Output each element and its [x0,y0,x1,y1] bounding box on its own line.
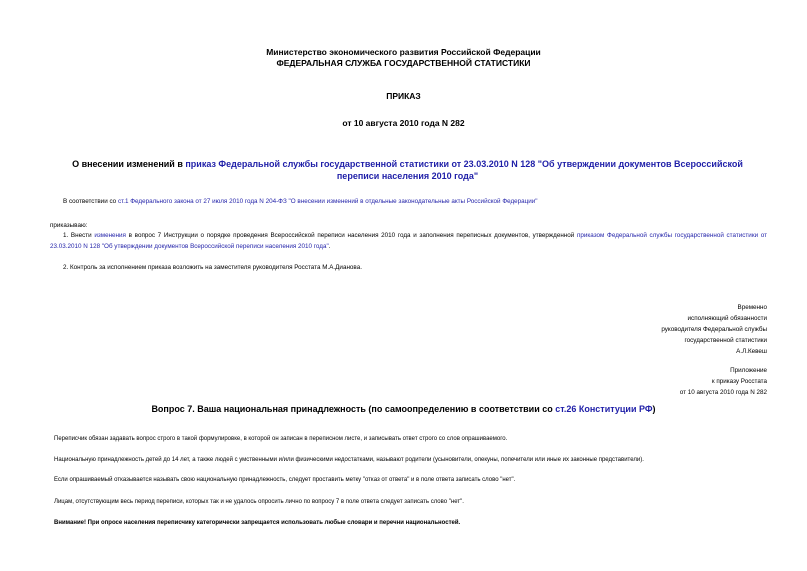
service-name: ФЕДЕРАЛЬНАЯ СЛУЖБА ГОСУДАРСТВЕННОЙ СТАТИСТИКИ [276,58,531,68]
order-128-link[interactable]: приказом Федеральной службы государственной статистики от 23.03.2010 N 128 "Об утверждении документов Всероссийской переписи населения 2010 года" [50,232,768,250]
constitution-link[interactable]: ст.26 Конституции РФ [555,404,653,414]
instruction-paragraph: Лицам, отсутствующим весь период переписи, которых так и не удалось опросить лично по вопросу 7 в поле ответа следует записать слово "нет". [54,499,464,505]
order-word: приказываю: [50,222,88,229]
basis-prefix: В соответствии со [63,198,118,205]
changes-link[interactable]: изменения [94,232,126,239]
question-suffix: ) [652,404,656,414]
order-item-1 [50,230,767,252]
signature-line: государственной статистики [684,337,767,344]
warning-paragraph: Внимание! При опросе населения переписчику категорически запрещается использовать любые словари и перечни национальностей. [54,520,461,526]
item1-part2: в вопрос 7 Инструкции о порядке проведения Всероссийской переписи населения 2010 года и заполнения переписных документов, утвержденной [125,232,577,239]
document-date: от 10 августа 2010 года N 282 [342,118,465,128]
document-subject [50,158,765,182]
question-prefix: Вопрос 7. Ваша национальная принадлежность (по самоопределению в соответствии со [151,404,556,414]
basis-paragraph [63,196,538,207]
subject-order-link[interactable]: приказ Федеральной службы государственной статистики от 23.03.2010 N 128 "Об утверждении документов Всероссийской переписи населения 2010 года" [185,159,743,181]
item1-part1: 1. Внести [63,232,95,239]
signer-name: А.Л.Кевеш [736,348,767,355]
signature-block [661,302,767,357]
instruction-paragraph: Национальную принадлежность детей до 14 лет, а также людей с умственными и/или физическими недостатками, называют родители (усыновители, опекуны, попечители или иные их законные представители). [54,457,644,463]
federal-law-link[interactable]: ст.1 Федерального закона от 27 июля 2010 года N 204-ФЗ "О внесении изменений в отдельные законодательные акты Российской Федерации" [117,198,538,205]
document-type: ПРИКАЗ [386,91,421,101]
signature-line: Временно [737,304,767,311]
appendix-block [680,365,767,398]
ministry-name: Министерство экономического развития Российской Федерации [266,47,541,57]
item1-part3: . [328,243,331,250]
signature-line: руководителя Федеральной службы [661,326,767,333]
appendix-line: Приложение [730,367,767,374]
appendix-line: от 10 августа 2010 года N 282 [679,389,767,396]
question-heading [0,404,807,414]
subject-prefix: О внесении изменений в [72,159,186,169]
instruction-paragraph: Переписчик обязан задавать вопрос строго в такой формулировке, в которой он записан в переписном листе, и записывать ответ строго со слов опрашиваемого. [54,436,508,442]
order-item-2: 2. Контроль за исполнением приказа возложить на заместителя руководителя Росстата М.А.Дианова. [63,264,362,271]
signature-line: исполняющий обязанности [687,315,767,322]
appendix-line: к приказу Росстата [711,378,767,385]
instruction-paragraph: Если опрашиваемый отказывается называть свою национальную принадлежность, следует проставить метку "отказ от ответа" и в поле ответа записать слово "нет". [54,477,516,483]
